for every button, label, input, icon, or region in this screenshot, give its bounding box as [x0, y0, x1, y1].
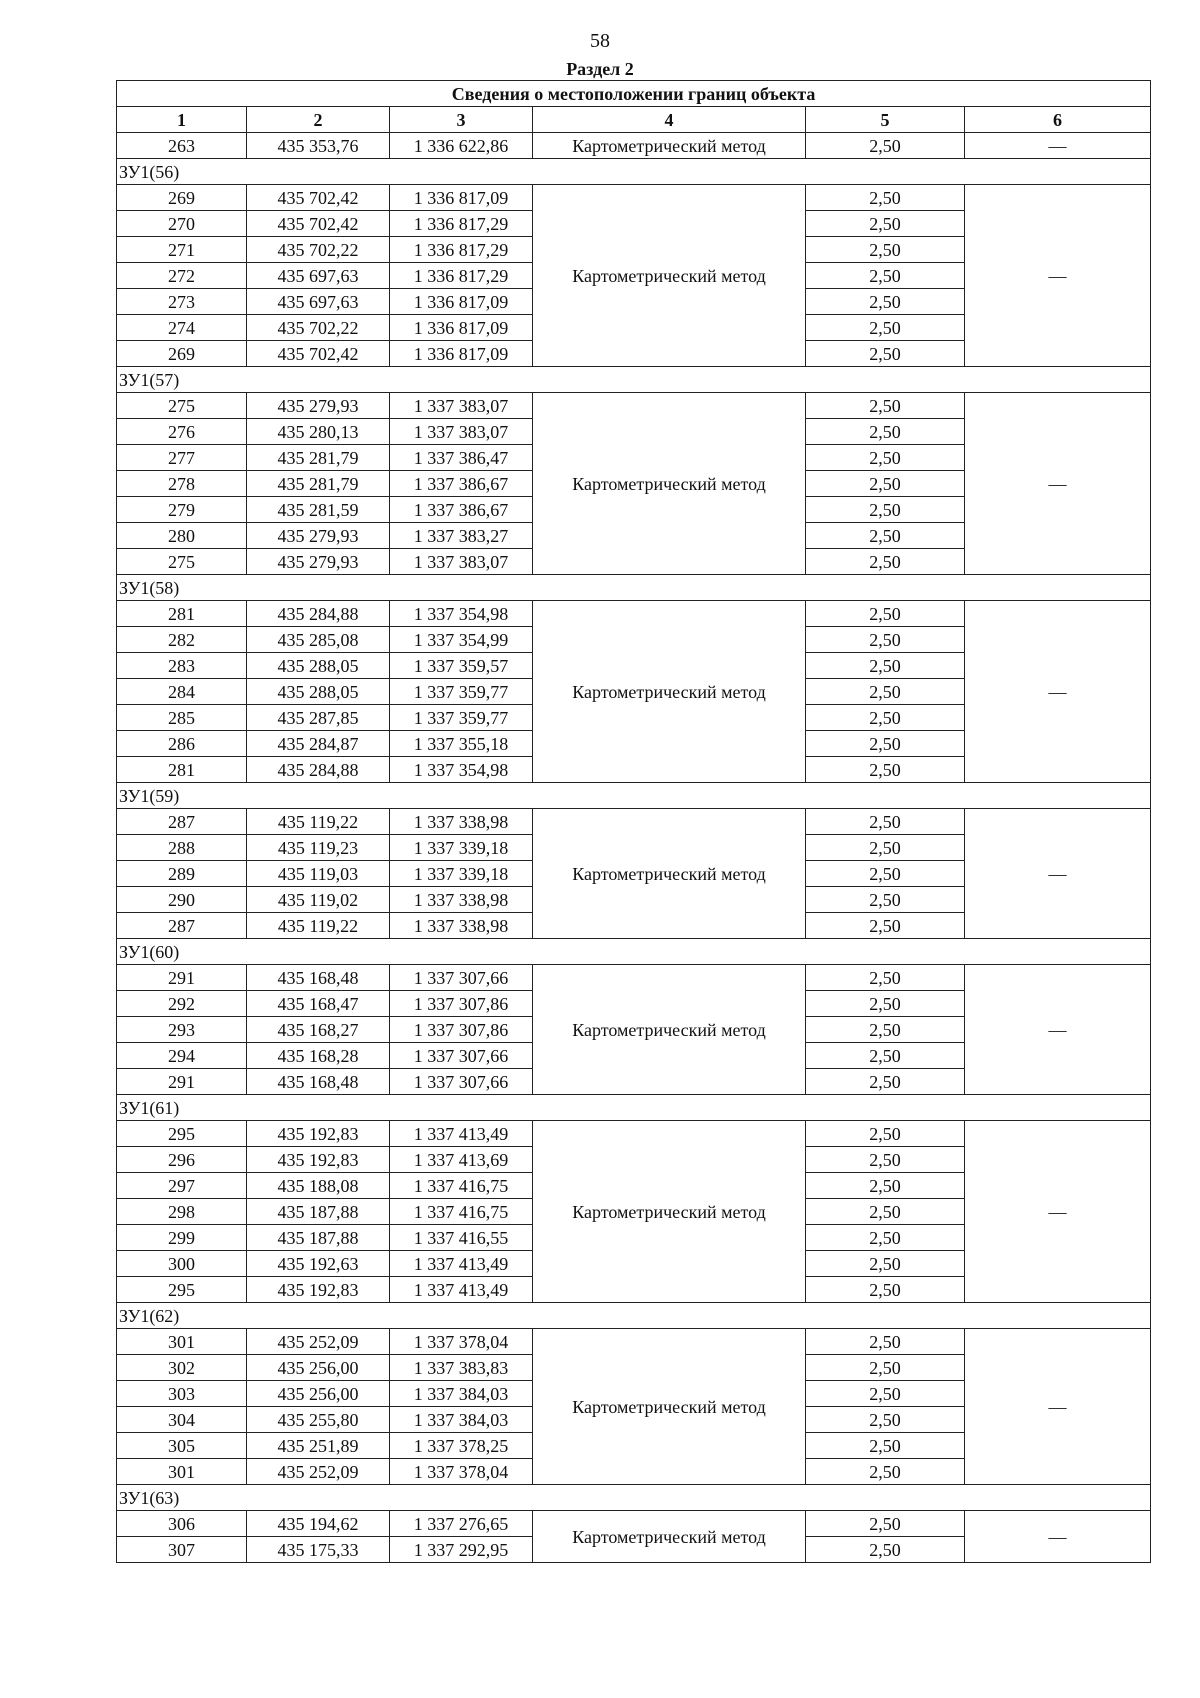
x-coordinate-cell: 435 192,83: [247, 1121, 390, 1147]
accuracy-cell: 2,50: [806, 627, 965, 653]
accuracy-cell: 2,50: [806, 1407, 965, 1433]
x-coordinate-cell: 435 279,93: [247, 523, 390, 549]
point-number-cell: 285: [117, 705, 247, 731]
x-coordinate-cell: 435 119,22: [247, 809, 390, 835]
accuracy-cell: 2,50: [806, 1355, 965, 1381]
method-cell: Картометрический метод: [533, 965, 806, 1095]
point-number-cell: 277: [117, 445, 247, 471]
accuracy-cell: 2,50: [806, 965, 965, 991]
x-coordinate-cell: 435 168,48: [247, 1069, 390, 1095]
accuracy-cell: 2,50: [806, 887, 965, 913]
description-dash-cell: —: [965, 601, 1151, 783]
group-row: [117, 1095, 1151, 1121]
y-coordinate-cell: 1 337 292,95: [390, 1537, 533, 1563]
accuracy-cell: 2,50: [806, 1511, 965, 1537]
point-number-cell: 286: [117, 731, 247, 757]
accuracy-cell: 2,50: [806, 237, 965, 263]
x-coordinate-cell: 435 279,93: [247, 393, 390, 419]
y-coordinate-cell: 1 337 307,86: [390, 991, 533, 1017]
x-coordinate-cell: 435 175,33: [247, 1537, 390, 1563]
point-number-cell: 270: [117, 211, 247, 237]
y-coordinate-cell: 1 337 383,83: [390, 1355, 533, 1381]
accuracy-cell: 2,50: [806, 809, 965, 835]
description-dash-cell: —: [965, 965, 1151, 1095]
table-row: [117, 185, 1151, 211]
table-cell: 263: [117, 133, 247, 159]
column-header: 4: [533, 107, 806, 133]
point-number-cell: 301: [117, 1459, 247, 1485]
section-title: Раздел 2: [566, 59, 634, 79]
method-cell: Картометрический метод: [533, 601, 806, 783]
accuracy-cell: 2,50: [806, 315, 965, 341]
y-coordinate-cell: 1 337 359,77: [390, 679, 533, 705]
point-number-cell: 294: [117, 1043, 247, 1069]
column-header-row: [117, 107, 1151, 133]
accuracy-cell: 2,50: [806, 991, 965, 1017]
table-row: [117, 133, 1151, 159]
point-number-cell: 275: [117, 393, 247, 419]
column-header: 5: [806, 107, 965, 133]
x-coordinate-cell: 435 187,88: [247, 1225, 390, 1251]
group-label: ЗУ1(63): [117, 1485, 1151, 1511]
x-coordinate-cell: 435 697,63: [247, 263, 390, 289]
group-label: ЗУ1(57): [117, 367, 1151, 393]
accuracy-cell: 2,50: [806, 211, 965, 237]
accuracy-cell: 2,50: [806, 1173, 965, 1199]
y-coordinate-cell: 1 337 354,98: [390, 757, 533, 783]
x-coordinate-cell: 435 285,08: [247, 627, 390, 653]
point-number-cell: 280: [117, 523, 247, 549]
x-coordinate-cell: 435 288,05: [247, 653, 390, 679]
accuracy-cell: 2,50: [806, 393, 965, 419]
x-coordinate-cell: 435 119,03: [247, 861, 390, 887]
accuracy-cell: 2,50: [806, 731, 965, 757]
point-number-cell: 273: [117, 289, 247, 315]
group-row: [117, 1485, 1151, 1511]
y-coordinate-cell: 1 337 386,47: [390, 445, 533, 471]
y-coordinate-cell: 1 337 384,03: [390, 1381, 533, 1407]
y-coordinate-cell: 1 337 416,55: [390, 1225, 533, 1251]
x-coordinate-cell: 435 119,23: [247, 835, 390, 861]
point-number-cell: 271: [117, 237, 247, 263]
table-caption: Сведения о местоположении границ объекта: [117, 81, 1151, 107]
point-number-cell: 287: [117, 809, 247, 835]
point-number-cell: 306: [117, 1511, 247, 1537]
accuracy-cell: 2,50: [806, 1251, 965, 1277]
y-coordinate-cell: 1 337 307,66: [390, 1069, 533, 1095]
column-header: 6: [965, 107, 1151, 133]
x-coordinate-cell: 435 187,88: [247, 1199, 390, 1225]
y-coordinate-cell: 1 336 817,09: [390, 341, 533, 367]
x-coordinate-cell: 435 702,22: [247, 315, 390, 341]
accuracy-cell: 2,50: [806, 653, 965, 679]
y-coordinate-cell: 1 337 378,04: [390, 1329, 533, 1355]
point-number-cell: 278: [117, 471, 247, 497]
accuracy-cell: 2,50: [806, 1225, 965, 1251]
y-coordinate-cell: 1 337 307,66: [390, 965, 533, 991]
point-number-cell: 276: [117, 419, 247, 445]
x-coordinate-cell: 435 255,80: [247, 1407, 390, 1433]
y-coordinate-cell: 1 337 354,99: [390, 627, 533, 653]
x-coordinate-cell: 435 256,00: [247, 1355, 390, 1381]
coordinates-table: [116, 80, 1151, 1563]
method-cell: Картометрический метод: [533, 393, 806, 575]
column-header: 1: [117, 107, 247, 133]
table-row: [117, 601, 1151, 627]
accuracy-cell: 2,50: [806, 1277, 965, 1303]
point-number-cell: 284: [117, 679, 247, 705]
method-cell: Картометрический метод: [533, 185, 806, 367]
x-coordinate-cell: 435 702,42: [247, 211, 390, 237]
y-coordinate-cell: 1 337 307,66: [390, 1043, 533, 1069]
point-number-cell: 302: [117, 1355, 247, 1381]
group-label: ЗУ1(62): [117, 1303, 1151, 1329]
method-cell: Картометрический метод: [533, 1329, 806, 1485]
accuracy-cell: 2,50: [806, 757, 965, 783]
x-coordinate-cell: 435 702,42: [247, 185, 390, 211]
accuracy-cell: 2,50: [806, 523, 965, 549]
x-coordinate-cell: 435 168,28: [247, 1043, 390, 1069]
caption-row: [117, 81, 1151, 107]
y-coordinate-cell: 1 337 383,27: [390, 523, 533, 549]
accuracy-cell: 2,50: [806, 835, 965, 861]
accuracy-cell: 2,50: [806, 1329, 965, 1355]
accuracy-cell: 2,50: [806, 1043, 965, 1069]
x-coordinate-cell: 435 697,63: [247, 289, 390, 315]
group-row: [117, 159, 1151, 185]
group-row: [117, 783, 1151, 809]
x-coordinate-cell: 435 252,09: [247, 1329, 390, 1355]
description-dash-cell: —: [965, 1511, 1151, 1563]
accuracy-cell: 2,50: [806, 1199, 965, 1225]
x-coordinate-cell: 435 284,87: [247, 731, 390, 757]
group-label: ЗУ1(58): [117, 575, 1151, 601]
x-coordinate-cell: 435 281,79: [247, 471, 390, 497]
accuracy-cell: 2,50: [806, 497, 965, 523]
point-number-cell: 295: [117, 1277, 247, 1303]
y-coordinate-cell: 1 336 817,09: [390, 289, 533, 315]
y-coordinate-cell: 1 337 359,77: [390, 705, 533, 731]
x-coordinate-cell: 435 256,00: [247, 1381, 390, 1407]
point-number-cell: 300: [117, 1251, 247, 1277]
y-coordinate-cell: 1 337 378,04: [390, 1459, 533, 1485]
point-number-cell: 288: [117, 835, 247, 861]
y-coordinate-cell: 1 336 817,29: [390, 211, 533, 237]
point-number-cell: 290: [117, 887, 247, 913]
x-coordinate-cell: 435 168,47: [247, 991, 390, 1017]
point-number-cell: 281: [117, 601, 247, 627]
point-number-cell: 307: [117, 1537, 247, 1563]
method-cell: Картометрический метод: [533, 1511, 806, 1563]
group-row: [117, 1303, 1151, 1329]
description-dash-cell: —: [965, 809, 1151, 939]
table-cell: 1 336 622,86: [390, 133, 533, 159]
y-coordinate-cell: 1 337 386,67: [390, 471, 533, 497]
table-row: [117, 965, 1151, 991]
y-coordinate-cell: 1 337 386,67: [390, 497, 533, 523]
group-label: ЗУ1(56): [117, 159, 1151, 185]
point-number-cell: 287: [117, 913, 247, 939]
table-row: [117, 1511, 1151, 1537]
accuracy-cell: 2,50: [806, 263, 965, 289]
x-coordinate-cell: 435 194,62: [247, 1511, 390, 1537]
x-coordinate-cell: 435 702,42: [247, 341, 390, 367]
x-coordinate-cell: 435 287,85: [247, 705, 390, 731]
y-coordinate-cell: 1 337 378,25: [390, 1433, 533, 1459]
description-dash-cell: —: [965, 393, 1151, 575]
table-row: [117, 1121, 1151, 1147]
y-coordinate-cell: 1 337 413,49: [390, 1121, 533, 1147]
accuracy-cell: 2,50: [806, 185, 965, 211]
y-coordinate-cell: 1 337 359,57: [390, 653, 533, 679]
accuracy-cell: 2,50: [806, 549, 965, 575]
point-number-cell: 305: [117, 1433, 247, 1459]
accuracy-cell: 2,50: [806, 1433, 965, 1459]
point-number-cell: 272: [117, 263, 247, 289]
point-number-cell: 283: [117, 653, 247, 679]
y-coordinate-cell: 1 337 416,75: [390, 1199, 533, 1225]
y-coordinate-cell: 1 336 817,29: [390, 263, 533, 289]
y-coordinate-cell: 1 337 307,86: [390, 1017, 533, 1043]
table-cell: —: [965, 133, 1151, 159]
x-coordinate-cell: 435 281,79: [247, 445, 390, 471]
y-coordinate-cell: 1 337 339,18: [390, 861, 533, 887]
description-dash-cell: —: [965, 185, 1151, 367]
y-coordinate-cell: 1 337 384,03: [390, 1407, 533, 1433]
x-coordinate-cell: 435 192,83: [247, 1277, 390, 1303]
y-coordinate-cell: 1 336 817,09: [390, 185, 533, 211]
point-number-cell: 297: [117, 1173, 247, 1199]
accuracy-cell: 2,50: [806, 1017, 965, 1043]
accuracy-cell: 2,50: [806, 1381, 965, 1407]
y-coordinate-cell: 1 337 383,07: [390, 419, 533, 445]
accuracy-cell: 2,50: [806, 1459, 965, 1485]
y-coordinate-cell: 1 336 817,29: [390, 237, 533, 263]
x-coordinate-cell: 435 251,89: [247, 1433, 390, 1459]
x-coordinate-cell: 435 192,83: [247, 1147, 390, 1173]
accuracy-cell: 2,50: [806, 601, 965, 627]
point-number-cell: 299: [117, 1225, 247, 1251]
x-coordinate-cell: 435 288,05: [247, 679, 390, 705]
table-row: [117, 809, 1151, 835]
y-coordinate-cell: 1 337 413,69: [390, 1147, 533, 1173]
point-number-cell: 298: [117, 1199, 247, 1225]
accuracy-cell: 2,50: [806, 419, 965, 445]
accuracy-cell: 2,50: [806, 471, 965, 497]
x-coordinate-cell: 435 168,48: [247, 965, 390, 991]
y-coordinate-cell: 1 337 383,07: [390, 393, 533, 419]
method-cell: Картометрический метод: [533, 809, 806, 939]
point-number-cell: 282: [117, 627, 247, 653]
coordinates-table-body: [117, 81, 1151, 1563]
group-label: ЗУ1(60): [117, 939, 1151, 965]
group-row: [117, 939, 1151, 965]
y-coordinate-cell: 1 337 355,18: [390, 731, 533, 757]
description-dash-cell: —: [965, 1329, 1151, 1485]
point-number-cell: 296: [117, 1147, 247, 1173]
x-coordinate-cell: 435 192,63: [247, 1251, 390, 1277]
point-number-cell: 303: [117, 1381, 247, 1407]
point-number-cell: 293: [117, 1017, 247, 1043]
point-number-cell: 269: [117, 185, 247, 211]
x-coordinate-cell: 435 284,88: [247, 601, 390, 627]
y-coordinate-cell: 1 337 383,07: [390, 549, 533, 575]
method-cell: Картометрический метод: [533, 133, 806, 159]
point-number-cell: 281: [117, 757, 247, 783]
accuracy-cell: 2,50: [806, 1537, 965, 1563]
y-coordinate-cell: 1 337 413,49: [390, 1251, 533, 1277]
point-number-cell: 292: [117, 991, 247, 1017]
point-number-cell: 295: [117, 1121, 247, 1147]
page-number: 58: [590, 30, 610, 52]
column-header: 2: [247, 107, 390, 133]
group-label: ЗУ1(61): [117, 1095, 1151, 1121]
accuracy-cell: 2,50: [806, 913, 965, 939]
x-coordinate-cell: 435 281,59: [247, 497, 390, 523]
method-cell: Картометрический метод: [533, 1121, 806, 1303]
point-number-cell: 275: [117, 549, 247, 575]
description-dash-cell: —: [965, 1121, 1151, 1303]
y-coordinate-cell: 1 337 413,49: [390, 1277, 533, 1303]
y-coordinate-cell: 1 337 338,98: [390, 887, 533, 913]
point-number-cell: 269: [117, 341, 247, 367]
y-coordinate-cell: 1 337 339,18: [390, 835, 533, 861]
group-label: ЗУ1(59): [117, 783, 1151, 809]
table-row: [117, 1329, 1151, 1355]
accuracy-cell: 2,50: [806, 1121, 965, 1147]
point-number-cell: 274: [117, 315, 247, 341]
group-row: [117, 367, 1151, 393]
group-row: [117, 575, 1151, 601]
accuracy-cell: 2,50: [806, 445, 965, 471]
x-coordinate-cell: 435 702,22: [247, 237, 390, 263]
x-coordinate-cell: 435 188,08: [247, 1173, 390, 1199]
table-cell: 2,50: [806, 133, 965, 159]
table-row: [117, 393, 1151, 419]
x-coordinate-cell: 435 279,93: [247, 549, 390, 575]
point-number-cell: 304: [117, 1407, 247, 1433]
point-number-cell: 291: [117, 1069, 247, 1095]
point-number-cell: 279: [117, 497, 247, 523]
x-coordinate-cell: 435 284,88: [247, 757, 390, 783]
x-coordinate-cell: 435 119,22: [247, 913, 390, 939]
table-cell: 435 353,76: [247, 133, 390, 159]
accuracy-cell: 2,50: [806, 1069, 965, 1095]
accuracy-cell: 2,50: [806, 341, 965, 367]
accuracy-cell: 2,50: [806, 861, 965, 887]
accuracy-cell: 2,50: [806, 289, 965, 315]
y-coordinate-cell: 1 337 276,65: [390, 1511, 533, 1537]
column-header: 3: [390, 107, 533, 133]
x-coordinate-cell: 435 168,27: [247, 1017, 390, 1043]
point-number-cell: 289: [117, 861, 247, 887]
accuracy-cell: 2,50: [806, 679, 965, 705]
x-coordinate-cell: 435 252,09: [247, 1459, 390, 1485]
x-coordinate-cell: 435 119,02: [247, 887, 390, 913]
y-coordinate-cell: 1 337 338,98: [390, 809, 533, 835]
y-coordinate-cell: 1 337 416,75: [390, 1173, 533, 1199]
point-number-cell: 301: [117, 1329, 247, 1355]
y-coordinate-cell: 1 337 354,98: [390, 601, 533, 627]
accuracy-cell: 2,50: [806, 705, 965, 731]
point-number-cell: 291: [117, 965, 247, 991]
y-coordinate-cell: 1 336 817,09: [390, 315, 533, 341]
x-coordinate-cell: 435 280,13: [247, 419, 390, 445]
accuracy-cell: 2,50: [806, 1147, 965, 1173]
y-coordinate-cell: 1 337 338,98: [390, 913, 533, 939]
